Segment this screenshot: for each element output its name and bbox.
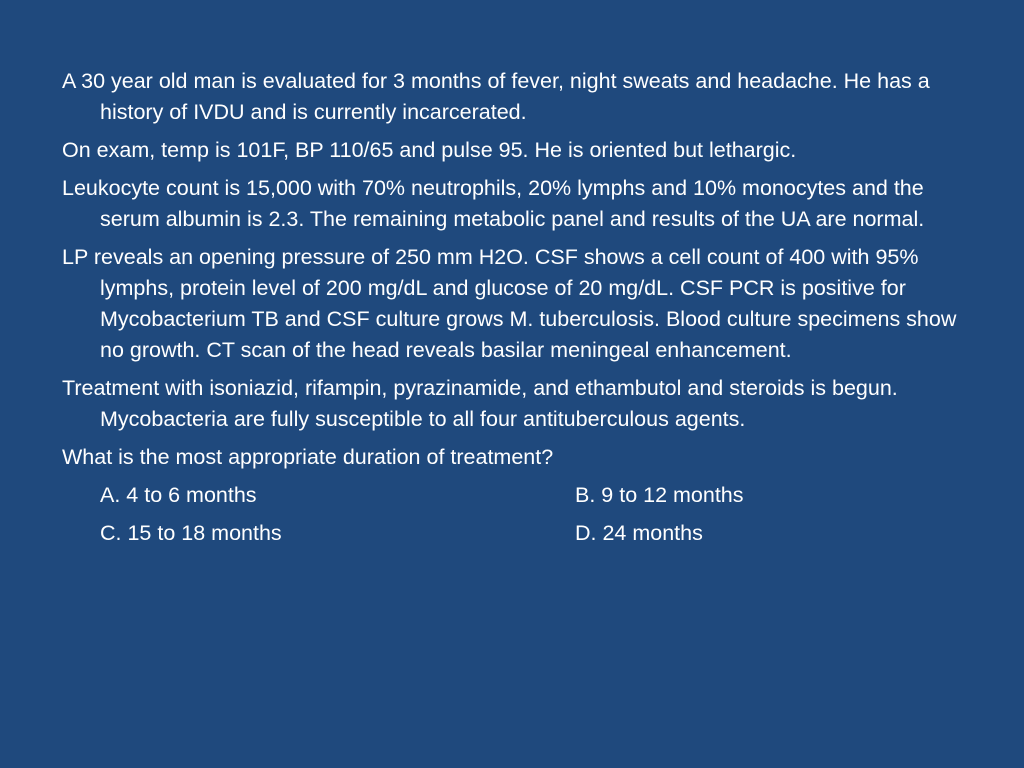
case-paragraph: Treatment with isoniazid, rifampin, pyrazinamide, and ethambutol and steroids is begun. Mycobacteria are fully susceptible to all four antituberculous agents. (62, 376, 898, 431)
option-d: D. 24 months (575, 521, 703, 545)
option-b: B. 9 to 12 months (575, 483, 744, 507)
answer-row (100, 480, 964, 511)
case-paragraph: A 30 year old man is evaluated for 3 months of fever, night sweats and headache. He has a history of IVDU and is currently incarcerated. (62, 69, 930, 124)
option-c: C. 15 to 18 months (100, 521, 282, 545)
question-text: What is the most appropriate duration of treatment? (62, 445, 554, 469)
case-paragraph: Leukocyte count is 15,000 with 70% neutrophils, 20% lymphs and 10% monocytes and the serum albumin is 2.3. The remaining metabolic panel and results of the UA are normal. (62, 176, 925, 231)
case-paragraph: On exam, temp is 101F, BP 110/65 and pulse 95. He is oriented but lethargic. (62, 138, 797, 162)
answer-options (62, 480, 964, 549)
answer-row (100, 518, 964, 549)
case-paragraph: LP reveals an opening pressure of 250 mm H2O. CSF shows a cell count of 400 with 95% lymphs, protein level of 200 mg/dL and glucose of 20 mg/dL. CSF PCR is positive for Mycobacterium TB and CSF culture grows M. tuberculosis. Blood culture specimens show no growth. CT scan of the head reveals basilar meningeal enhancement. (62, 245, 957, 362)
option-a: A. 4 to 6 months (100, 483, 257, 507)
